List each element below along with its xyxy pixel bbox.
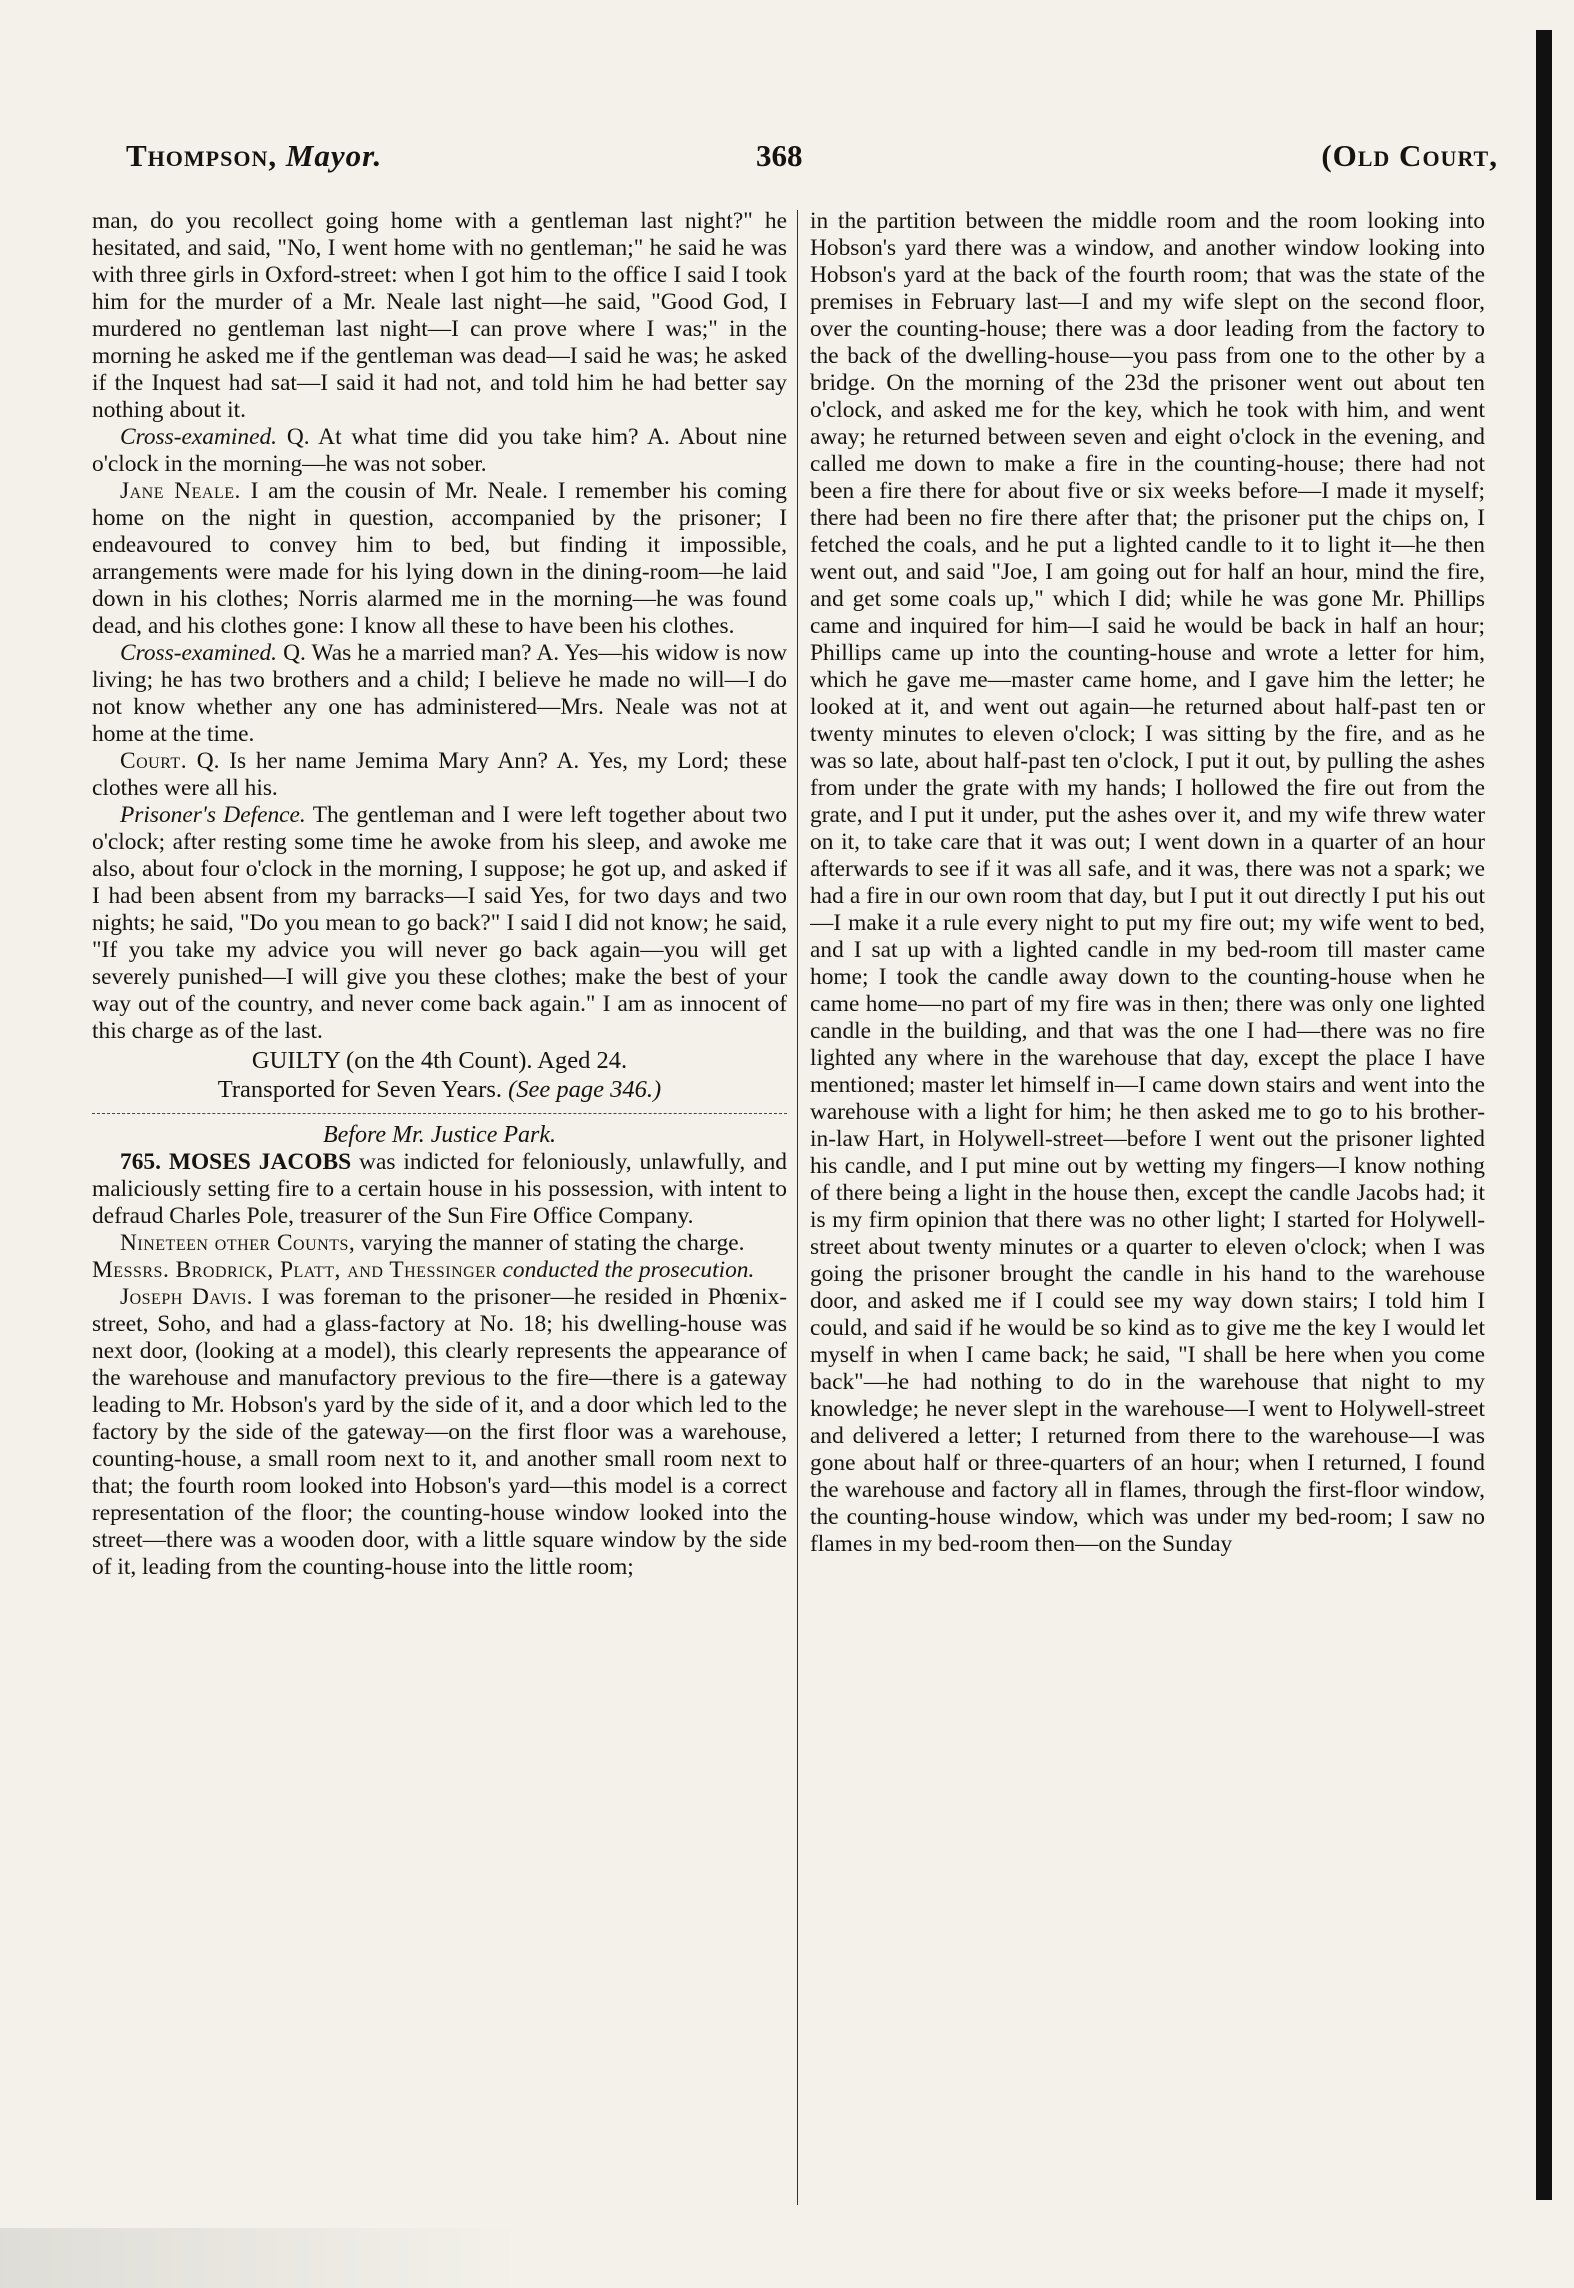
verdict-line: GUILTY (on the 4th Count). Aged 24.: [251, 1047, 628, 1074]
paragraph-text: I am the cousin of Mr. Neale. I remember his coming home on the night in question, accompanied by the prisoner; I endeavoured to convey him to bed, but finding it impossible, arrangements were made for his lying down in the dining-room—he laid down in his clothes; Norris alarmed me in the morning—he was found dead, and his clothes gone: I know all these to have been his clothes.: [92, 478, 787, 639]
section-separator: [92, 1113, 787, 1114]
sentence-line: [92, 1076, 787, 1103]
cross-examined-label: Cross-examined.: [120, 424, 277, 450]
running-header: [126, 138, 1498, 188]
paragraph-text: was indicted for feloniously, unlawfully, and maliciously setting fire to a certain house in his possession, with intent to defraud Charles Pole, treasurer of the Sun Fire Office Company.: [92, 1149, 787, 1229]
paragraph-text: I was foreman to the prisoner—he resided in Phœnix-street, Soho, and had a glass-factory at No. 18; his dwelling-house was next door, (looking at a model), this clearly represents the appearance of the warehouse and manufactory previous to the fire—there is a gateway leading to Mr. Hobson's yard by the side of it, and a door which led to the factory by the side of the gateway—on the first floor was a warehouse, counting-house, a small room next to it, and another small room next to that; the fourth room looked into Hobson's yard—this model is a correct representation of the floor; the counting-house window looked into the street—there was a wooden door, with a little square window by the side of it, leading from the counting-house into the little room;: [92, 1284, 787, 1580]
paragraph-text: Q. At what time did you take him? A. About nine o'clock in the morning—he was not sober.: [92, 424, 787, 477]
case-number: 765. MOSES JACOBS: [120, 1149, 352, 1175]
paragraph: man, do you recollect going home with a gentleman last night?" he hesitated, and said, "No, I went home with no gentleman;" he said he was with three girls in Oxford-street: when I got him to the office I said I took him for the murder of a Mr. Neale last night—he said, "Good God, I murdered no gentleman last night—I can prove where I was;" in the morning he asked me if the gentleman was dead—I said he was; he asked if the Inquest had sat—I said it had not, and told him he had better say nothing about it.: [92, 208, 787, 423]
paragraph: [92, 640, 787, 748]
cross-examined-label: Cross-examined.: [120, 640, 277, 666]
paragraph: [92, 1230, 787, 1257]
header-mayor-title: Mayor.: [285, 138, 383, 173]
left-column: [92, 208, 787, 2248]
paragraph: [92, 1284, 787, 1581]
paragraph: in the partition between the middle room and the room looking into Hobson's yard there was a window, and another window looking into Hobson's yard at the back of the fourth room; that was the state of the premises in February last—I and my wife slept on the second floor, over the counting-house; there was a door leading from the factory to the back of the dwelling-house—you pass from one to the other by a bridge. On the morning of the 23d the prisoner went out about ten o'clock, and asked me for the key, which he took with him, and went away; he returned between seven and eight o'clock in the evening, and called me down to make a fire in the counting-house; there had not been a fire there for about five or six weeks before—I made it myself; there had been no fire there after that; the prisoner put the chips on, I fetched the coals, and he put a lighted candle to it to light it—he then went out, and said "Joe, I am going out for half an hour, mind the fire, and get some coals up," which I did; while he was gone Mr. Phillips came and inquired for him—I said he would be back in half an hour; Phillips came up into the counting-house and wrote a letter for him, which he gave me—master came home, and I gave him the letter; he looked at it, and went out again—he returned about half-past ten or twenty minutes to eleven o'clock; I was sitting by the fire, and as he was so late, about half-past ten o'clock, I put it out, by pulling the ashes from under the grate with my hands; I hollowed the fire out from the grate, and I put it under, put the ashes over it, and my wife threw water on it, to take care that it was out; I went down in a quarter of an hour afterwards to see if it was all safe, and it was, there was not a spark; we had a fire in our own room that day, but I put it out directly I put his out—I make it a rule every night to put my fire out; my wife went to bed, and I sat up with a lighted candle in my bed-room till master came home; I took the candle away down to the counting-house when he came home—no part of my fire was in then; there was only one lighted candle in the building, and that was the one I had—there was no fire lighted any where in the warehouse that day, except the place I have mentioned; master let himself in—I came down stairs and went into the warehouse with a light for him; he then asked me to go to his brother-in-law Hart, in Holywell-street—before I went out the prisoner lighted his candle, and I put mine out by wetting my fingers—I know nothing of there being a light in the house then, except the candle Jacobs had; it is my firm opinion that there was no other light; I started for Holywell-street about twenty minutes or a quarter to eleven o'clock; when I was going the prisoner brought the candle in his hand to the warehouse door, and asked me if I could see my way down stairs; I told him I could, and said if he would be so kind as to give me the key I would let myself in when I came back; he said, "I shall be here when you come back"—he had nothing to do in the warehouse that night to my knowledge; he never slept in the warehouse—I went to Holywell-street and delivered a letter; I returned from there to the warehouse—I was gone about half or three-quarters of an hour; when I returned, I found the warehouse and factory all in flames, through the first-floor window, the counting-house window, which was under my bed-room; I saw no flames in my bed-room then—on the Sunday: [810, 208, 1485, 1557]
column-divider: [797, 210, 798, 2205]
page-number: 368: [756, 138, 803, 173]
paragraph: [92, 478, 787, 640]
paragraph-text: Q. Was he a married man? A. Yes—his widow is now living; he has two brothers and a child; I believe he made no will—I do not know whether any one has administered—Mrs. Neale was not at home at the time.: [92, 640, 787, 747]
paragraph: [92, 748, 787, 802]
paragraph: [92, 802, 787, 1045]
witness-name: Jane Neale.: [120, 478, 241, 504]
header-mayor-name: Thompson,: [126, 138, 278, 173]
header-right: (Old Court,: [1321, 138, 1498, 173]
right-column: [810, 208, 1485, 2248]
paragraph-text: Q. Is her name Jemima Mary Ann? A. Yes, my Lord; these clothes were all his.: [92, 748, 787, 801]
header-left: [126, 138, 382, 174]
paragraph-text: conducted the prosecution.: [496, 1257, 755, 1283]
witness-name: Joseph Davis.: [120, 1284, 253, 1310]
paragraph-text: varying the manner of stating the charge.: [355, 1230, 745, 1256]
defence-label: Prisoner's Defence.: [120, 802, 306, 828]
court-label: Court.: [120, 748, 188, 774]
paragraph-text: The gentleman and I were left together about two o'clock; after resting some time he awoke from his sleep, and awoke me also, about four o'clock in the morning, I suppose; he got up, and asked if I had been absent from my barracks—I said Yes, for two days and two nights; he said, "Do you mean to go back?" I said I did not know; he said, "If you take my advice you will never go back again—you will get severely punished—I will give you these clothes; make the best of your way out of the country, and never come back again." I am as innocent of this charge as of the last.: [92, 802, 787, 1044]
paragraph: [92, 1149, 787, 1230]
paragraph: [92, 424, 787, 478]
page-reference: (See page 346.): [502, 1076, 662, 1103]
paragraph: [92, 1257, 787, 1284]
sentence-text: Transported for Seven Years.: [217, 1076, 503, 1103]
book-spine-shadow: [1536, 30, 1552, 2200]
counts-label: Nineteen other Counts,: [120, 1230, 356, 1256]
counsel-names: Messrs. Brodrick, Platt, and Thessinger: [92, 1257, 497, 1283]
judge-heading: Before Mr. Justice Park.: [322, 1122, 557, 1148]
